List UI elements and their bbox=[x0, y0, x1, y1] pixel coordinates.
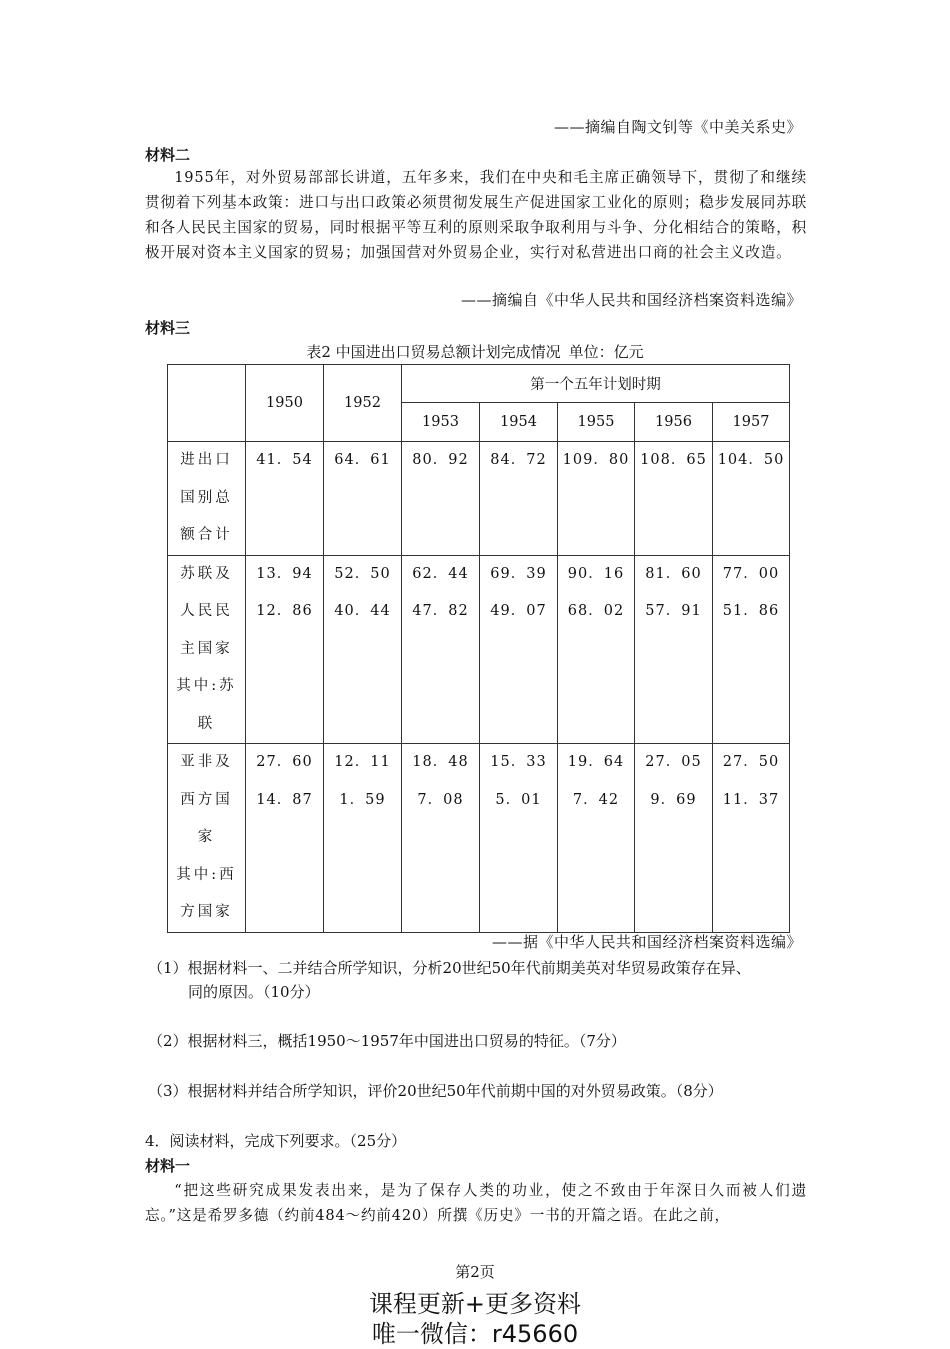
footer-promo-line-1: 课程更新+更多资料 bbox=[368, 1290, 582, 1318]
table-cell: 84．72 bbox=[480, 442, 558, 556]
q4-material1-heading: 材料一 bbox=[145, 1157, 191, 1175]
year-header: 1950 bbox=[246, 365, 324, 442]
period-header: 第一个五年计划时期 bbox=[402, 365, 790, 403]
question-2: （2）根据材料三，概括1950～1957年中国进出口贸易的特征。（7分） bbox=[148, 1032, 626, 1050]
row-label: 进出口 国别总 额合计 bbox=[168, 442, 246, 556]
year-header: 1956 bbox=[635, 403, 713, 442]
year-header: 1957 bbox=[713, 403, 790, 442]
table-cell: 69．39 49．07 bbox=[480, 555, 558, 744]
question-1 bbox=[148, 956, 818, 1004]
table-cell: 18．48 7．08 bbox=[402, 744, 480, 933]
table-cell: 64．61 bbox=[324, 442, 402, 556]
table-cell: 81．60 57．91 bbox=[635, 555, 713, 744]
material1-source: ——摘编自陶文钊等《中美关系史》 bbox=[553, 118, 802, 136]
table-cell: 77．00 51．86 bbox=[713, 555, 790, 744]
table-cell: 15．33 5．01 bbox=[480, 744, 558, 933]
table-cell: 80．92 bbox=[402, 442, 480, 556]
table-cell: 27．05 9．69 bbox=[635, 744, 713, 933]
question-1-line-1: （1）根据材料一、二并结合所学知识，分析20世纪50年代前期美英对华贸易政策存在异、 bbox=[148, 959, 751, 977]
year-header: 1954 bbox=[480, 403, 558, 442]
question-3: （3）根据材料并结合所学知识，评价20世纪50年代前期中国的对外贸易政策。（8分） bbox=[148, 1082, 723, 1100]
table-cell: 41．54 bbox=[246, 442, 324, 556]
table-unit: 单位：亿元 bbox=[568, 343, 644, 361]
footer-promo-line-2: 唯一微信：r45660 bbox=[371, 1320, 579, 1348]
table-cell: 104．50 bbox=[713, 442, 790, 556]
q4-material1-text bbox=[145, 1178, 807, 1228]
table-corner-cell bbox=[168, 365, 246, 442]
table-title: 表2 中国进出口贸易总额计划完成情况 bbox=[306, 343, 561, 361]
material2-text bbox=[145, 165, 807, 265]
table-caption bbox=[0, 341, 950, 362]
question-1-line-2: 同的原因。（10分） bbox=[188, 983, 320, 1001]
material2-source: ——摘编自《中华人民共和国经济档案资料选编》 bbox=[460, 291, 802, 309]
table-cell: 19．64 7．42 bbox=[558, 744, 635, 933]
row-label: 苏联及 人民民 主国家 其中:苏 联 bbox=[168, 555, 246, 744]
table-row bbox=[168, 555, 790, 744]
table-cell: 62．44 47．82 bbox=[402, 555, 480, 744]
year-header: 1955 bbox=[558, 403, 635, 442]
material2-paragraph: 1955年，对外贸易部部长讲道，五年多来，我们在中央和毛主席正确领导下，贯彻了和继续贯彻着下列基本政策：进口与出口政策必须贯彻发展生产促进国家工业化的原则；稳步发展同苏联和各人民民主国家的贸易，同时根据平等互利的原则采取争取利用与斗争、分化相结合的策略，积极开展对资本主义国家的贸易；加强国营对外贸易企业，实行对私营进出口商的社会主义改造。 bbox=[145, 169, 807, 261]
table-cell: 108．65 bbox=[635, 442, 713, 556]
table-cell: 27．60 14．87 bbox=[246, 744, 324, 933]
table-cell: 12．11 1．59 bbox=[324, 744, 402, 933]
material2-heading: 材料二 bbox=[145, 146, 191, 164]
table-row bbox=[168, 442, 790, 556]
row-label: 亚非及 西方国 家 其中:西 方国家 bbox=[168, 744, 246, 933]
q4-material1-paragraph: “把这些研究成果发表出来，是为了保存人类的功业，使之不致由于年深日久而被人们遗忘。”这是希罗多德（约前484～约前420）所撰《历史》一书的开篇之语。在此之前， bbox=[145, 1182, 807, 1224]
table-cell: 13．94 12．86 bbox=[246, 555, 324, 744]
table-cell: 109．80 bbox=[558, 442, 635, 556]
material3-heading: 材料三 bbox=[145, 319, 191, 337]
table-cell: 27．50 11．37 bbox=[713, 744, 790, 933]
table-row bbox=[168, 744, 790, 933]
page-number: 第2页 bbox=[455, 1263, 495, 1281]
year-header: 1952 bbox=[324, 365, 402, 442]
table-cell: 90．16 68．02 bbox=[558, 555, 635, 744]
trade-table bbox=[167, 364, 790, 933]
table-cell: 52．50 40．44 bbox=[324, 555, 402, 744]
material3-source: ——据《中华人民共和国经济档案资料选编》 bbox=[491, 933, 802, 951]
year-header: 1953 bbox=[402, 403, 480, 442]
question-4-title: 4．阅读材料，完成下列要求。（25分） bbox=[145, 1132, 407, 1150]
